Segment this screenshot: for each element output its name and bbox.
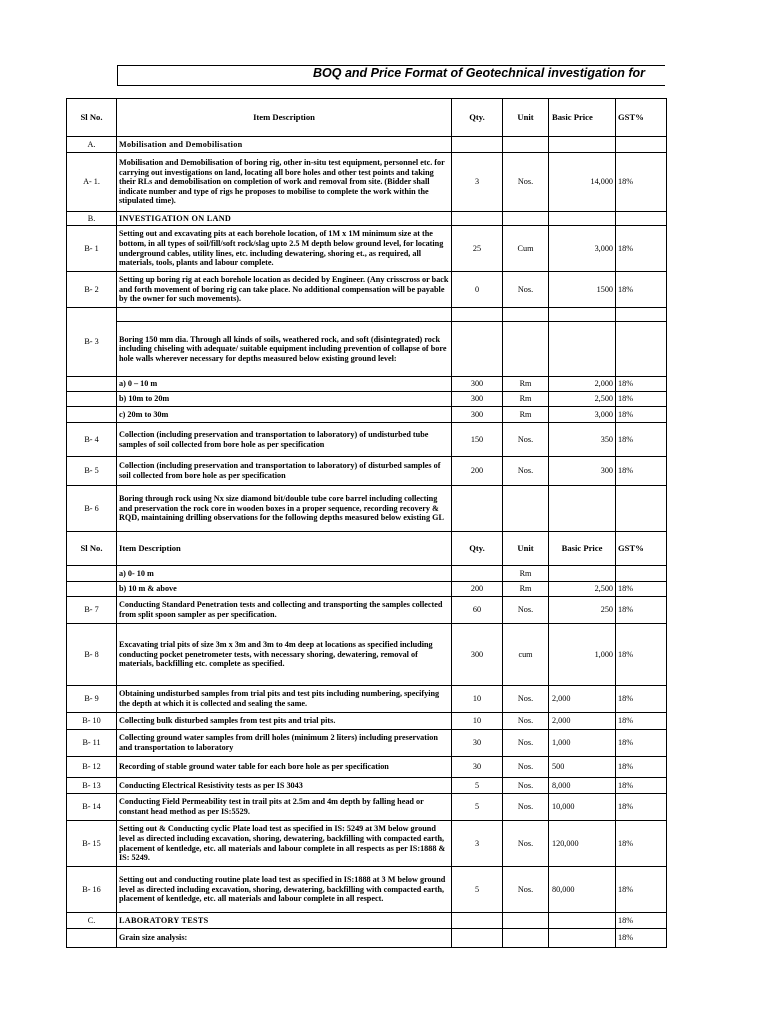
header-price: Basic Price bbox=[549, 99, 616, 137]
sl-cell: B- 2 bbox=[67, 272, 117, 308]
table-row bbox=[67, 778, 667, 794]
item-description: Setting out and excavating pits at each borehole location, of 1M x 1M minimum size at the bottom, in all types of soil/fill/soft rock/slag upto 2.5 M depth below ground level, for locating underground cables, utility lines, etc. including dewatering, shoring et., as required, all materials, tools, plants and labour complete. bbox=[117, 226, 452, 272]
item-description: Grain size analysis: bbox=[117, 929, 452, 948]
unit-cell: cum bbox=[503, 624, 549, 686]
sl-cell: B- 7 bbox=[67, 597, 117, 624]
qty-cell: 3 bbox=[452, 821, 503, 867]
qty-cell: 30 bbox=[452, 730, 503, 757]
gst-cell: 18% bbox=[616, 392, 667, 407]
gst-cell: 18% bbox=[616, 423, 667, 457]
sl-cell: B- 16 bbox=[67, 867, 117, 913]
sub-row bbox=[67, 407, 667, 423]
header-price: Basic Price bbox=[549, 532, 616, 566]
qty-cell: 25 bbox=[452, 226, 503, 272]
item-description: a) 0 – 10 m bbox=[117, 377, 452, 392]
unit-cell: Nos. bbox=[503, 457, 549, 486]
table-row bbox=[67, 486, 667, 532]
sl-cell: B- 1 bbox=[67, 226, 117, 272]
gst-cell: 18% bbox=[616, 153, 667, 212]
section-title: Mobilisation and Demobilisation bbox=[117, 137, 452, 153]
table-row bbox=[67, 322, 667, 377]
table-row bbox=[67, 423, 667, 457]
gst-cell: 18% bbox=[616, 226, 667, 272]
gst-cell: 18% bbox=[616, 272, 667, 308]
unit-cell: Nos. bbox=[503, 272, 549, 308]
price-cell: 14,000 bbox=[549, 153, 616, 212]
section-row bbox=[67, 913, 667, 929]
qty-cell: 150 bbox=[452, 423, 503, 457]
price-cell: 2,000 bbox=[549, 713, 616, 730]
section-row bbox=[67, 137, 667, 153]
qty-cell: 5 bbox=[452, 778, 503, 794]
sl-cell: C. bbox=[67, 913, 117, 929]
unit-cell: Rm bbox=[503, 407, 549, 423]
unit-cell: Rm bbox=[503, 582, 549, 597]
sl-cell: B- 13 bbox=[67, 778, 117, 794]
header-item: Item Description bbox=[117, 532, 452, 566]
header-sl: Sl No. bbox=[67, 99, 117, 137]
qty-cell: 3 bbox=[452, 153, 503, 212]
sl-cell: B- 8 bbox=[67, 624, 117, 686]
unit-cell: Rm bbox=[503, 392, 549, 407]
unit-cell: Rm bbox=[503, 566, 549, 582]
table-row bbox=[67, 226, 667, 272]
unit-cell: Nos. bbox=[503, 153, 549, 212]
item-description: Recording of stable ground water table for each bore hole as per specification bbox=[117, 757, 452, 778]
table-row bbox=[67, 624, 667, 686]
price-cell: 1,000 bbox=[549, 730, 616, 757]
item-description: Excavating trial pits of size 3m x 3m and 3m to 4m deep at locations as specified including conducting pocket penetrometer tests, with necessary shoring, dewatering, removal of materials, backfilling etc. complete as specified. bbox=[117, 624, 452, 686]
header-unit: Unit bbox=[503, 532, 549, 566]
spacer-row bbox=[67, 308, 667, 322]
gst-cell: 18% bbox=[616, 778, 667, 794]
price-cell: 250 bbox=[549, 597, 616, 624]
gst-cell: 18% bbox=[616, 457, 667, 486]
header-unit: Unit bbox=[503, 99, 549, 137]
table-header-row bbox=[67, 532, 667, 566]
item-description: Setting out and conducting routine plate load test as specified in IS:1888 at 3 M below ground level as directed including excavation, shoring, dewatering, backfilling with compacted earth, placement of kentledge, etc. all materials and labour complete in all respect. bbox=[117, 867, 452, 913]
section-title: LABORATORY TESTS bbox=[117, 913, 452, 929]
price-cell: 2,000 bbox=[549, 377, 616, 392]
gst-cell: 18% bbox=[616, 929, 667, 948]
sl-cell: B- 10 bbox=[67, 713, 117, 730]
unit-cell: Nos. bbox=[503, 867, 549, 913]
table-row bbox=[67, 272, 667, 308]
unit-cell: Nos. bbox=[503, 597, 549, 624]
price-cell: 350 bbox=[549, 423, 616, 457]
boq-table bbox=[66, 98, 667, 948]
gst-cell: 18% bbox=[616, 794, 667, 821]
sl-cell: A- 1. bbox=[67, 153, 117, 212]
header-gst: GST% bbox=[616, 99, 667, 137]
qty-cell: 10 bbox=[452, 686, 503, 713]
sub-row bbox=[67, 392, 667, 407]
sub-row bbox=[67, 377, 667, 392]
sub-row bbox=[67, 582, 667, 597]
qty-cell: 200 bbox=[452, 582, 503, 597]
item-description: Boring 150 mm dia. Through all kinds of soils, weathered rock, and soft (disintegrated) rock including chiseling with adequate/ suitable equipment including prevention of collapse of bore hole walls wherever necessary for depths measured below existing ground level: bbox=[117, 322, 452, 377]
gst-cell: 18% bbox=[616, 407, 667, 423]
price-cell: 300 bbox=[549, 457, 616, 486]
sl-cell: B. bbox=[67, 212, 117, 226]
sl-cell: B- 4 bbox=[67, 423, 117, 457]
header-sl: Sl No. bbox=[67, 532, 117, 566]
table-row bbox=[67, 867, 667, 913]
sl-cell: B- 12 bbox=[67, 757, 117, 778]
gst-cell: 18% bbox=[616, 821, 667, 867]
unit-cell: Cum bbox=[503, 226, 549, 272]
price-cell: 1,000 bbox=[549, 624, 616, 686]
gst-cell: 18% bbox=[616, 624, 667, 686]
gst-cell: 18% bbox=[616, 686, 667, 713]
item-description: Conducting Standard Penetration tests and collecting and transporting the samples collected from split spoon sampler as per specification. bbox=[117, 597, 452, 624]
unit-cell: Nos. bbox=[503, 423, 549, 457]
table-header-row bbox=[67, 99, 667, 137]
sl-cell: B- 11 bbox=[67, 730, 117, 757]
item-description: Collection (including preservation and transportation to laboratory) of undisturbed tube samples of soil collected from bore hole as per specification bbox=[117, 423, 452, 457]
price-cell: 2,500 bbox=[549, 582, 616, 597]
item-description: c) 20m to 30m bbox=[117, 407, 452, 423]
unit-cell: Nos. bbox=[503, 794, 549, 821]
unit-cell: Nos. bbox=[503, 686, 549, 713]
unit-cell: Nos. bbox=[503, 730, 549, 757]
header-gst: GST% bbox=[616, 532, 667, 566]
table-row bbox=[67, 153, 667, 212]
qty-cell: 60 bbox=[452, 597, 503, 624]
sl-cell: B- 5 bbox=[67, 457, 117, 486]
price-cell: 3,000 bbox=[549, 407, 616, 423]
qty-cell: 5 bbox=[452, 794, 503, 821]
price-cell: 1500 bbox=[549, 272, 616, 308]
table-row bbox=[67, 794, 667, 821]
item-description: Collecting ground water samples from drill holes (minimum 2 liters) including preservation and transportation to laboratory bbox=[117, 730, 452, 757]
qty-cell: 300 bbox=[452, 407, 503, 423]
section-title: INVESTIGATION ON LAND bbox=[117, 212, 452, 226]
qty-cell: 300 bbox=[452, 392, 503, 407]
table-row bbox=[67, 686, 667, 713]
unit-cell: Nos. bbox=[503, 821, 549, 867]
item-description: a) 0- 10 m bbox=[117, 566, 452, 582]
unit-cell: Rm bbox=[503, 377, 549, 392]
table-row bbox=[67, 821, 667, 867]
table-row bbox=[67, 597, 667, 624]
header-qty: Qty. bbox=[452, 99, 503, 137]
gst-cell: 18% bbox=[616, 867, 667, 913]
qty-cell: 0 bbox=[452, 272, 503, 308]
price-cell: 8,000 bbox=[549, 778, 616, 794]
item-description: Mobilisation and Demobilisation of boring rig, other in-situ test equipment, personnel etc. for carrying out investigations on land, locating all bore holes and other test points and taking their RLs and demobilisation on completion of work and removal from site. (Bidder shall indicate number and type of rigs he proposes to mobilise to complete the work within the stipulated time). bbox=[117, 153, 452, 212]
section-row bbox=[67, 212, 667, 226]
item-description: b) 10m to 20m bbox=[117, 392, 452, 407]
qty-cell: 300 bbox=[452, 624, 503, 686]
sub-row bbox=[67, 566, 667, 582]
unit-cell: Nos. bbox=[503, 757, 549, 778]
item-description: Collecting bulk disturbed samples from test pits and trial pits. bbox=[117, 713, 452, 730]
qty-cell: 5 bbox=[452, 867, 503, 913]
price-cell: 3,000 bbox=[549, 226, 616, 272]
sl-cell: B- 6 bbox=[67, 486, 117, 532]
gst-cell: 18% bbox=[616, 377, 667, 392]
gst-cell: 18% bbox=[616, 582, 667, 597]
header-item: Item Description bbox=[117, 99, 452, 137]
sl-cell: B- 14 bbox=[67, 794, 117, 821]
sl-cell: B- 15 bbox=[67, 821, 117, 867]
header-qty: Qty. bbox=[452, 532, 503, 566]
qty-cell: 300 bbox=[452, 377, 503, 392]
table-row bbox=[67, 757, 667, 778]
unit-cell: Nos. bbox=[503, 713, 549, 730]
qty-cell: 200 bbox=[452, 457, 503, 486]
sl-cell: A. bbox=[67, 137, 117, 153]
table-row bbox=[67, 730, 667, 757]
item-description: Conducting Field Permeability test in trail pits at 2.5m and 4m depth by falling head or constant head method as per IS:5529. bbox=[117, 794, 452, 821]
qty-cell: 10 bbox=[452, 713, 503, 730]
gst-cell: 18% bbox=[616, 913, 667, 929]
sub-row bbox=[67, 929, 667, 948]
table-row bbox=[67, 457, 667, 486]
unit-cell: Nos. bbox=[503, 778, 549, 794]
item-description: b) 10 m & above bbox=[117, 582, 452, 597]
price-cell: 80,000 bbox=[549, 867, 616, 913]
price-cell: 500 bbox=[549, 757, 616, 778]
price-cell: 120,000 bbox=[549, 821, 616, 867]
item-description: Collection (including preservation and transportation to laboratory) of disturbed samples of soil collected from bore hole as per specification bbox=[117, 457, 452, 486]
gst-cell: 18% bbox=[616, 713, 667, 730]
item-description: Obtaining undisturbed samples from trial pits and test pits including numbering, specifying the depth at which it is collected and sealing the same. bbox=[117, 686, 452, 713]
gst-cell: 18% bbox=[616, 597, 667, 624]
gst-cell: 18% bbox=[616, 757, 667, 778]
sl-cell: B- 9 bbox=[67, 686, 117, 713]
price-cell: 10,000 bbox=[549, 794, 616, 821]
item-description: Conducting Electrical Resistivity tests as per IS 3043 bbox=[117, 778, 452, 794]
item-description: Setting out & Conducting cyclic Plate load test as specified in IS: 5249 at 3M below ground level as directed including excavation, shoring, dewatering, backfilling with compacted earth, placement of kentledge, etc. all materials and labour complete in all respects as per IS:1888 & IS: 5249. bbox=[117, 821, 452, 867]
document-title: BOQ and Price Format of Geotechnical investigation for bbox=[313, 66, 646, 80]
gst-cell: 18% bbox=[616, 730, 667, 757]
price-cell: 2,500 bbox=[549, 392, 616, 407]
table-row bbox=[67, 713, 667, 730]
item-description: Setting up boring rig at each borehole location as decided by Engineer. (Any crisscross or back and forth movement of boring rig can take place. No additional compensation will be payable by the owner for such movements). bbox=[117, 272, 452, 308]
sl-cell: B- 3 bbox=[67, 308, 117, 377]
price-cell: 2,000 bbox=[549, 686, 616, 713]
qty-cell: 30 bbox=[452, 757, 503, 778]
item-description: Boring through rock using Nx size diamond bit/double tube core barrel including collecting and preservation the rock core in wooden boxes in a proper sequence, recording recovery & RQD, maintaining drilling observations for the following depths measured below existing GL bbox=[117, 486, 452, 532]
